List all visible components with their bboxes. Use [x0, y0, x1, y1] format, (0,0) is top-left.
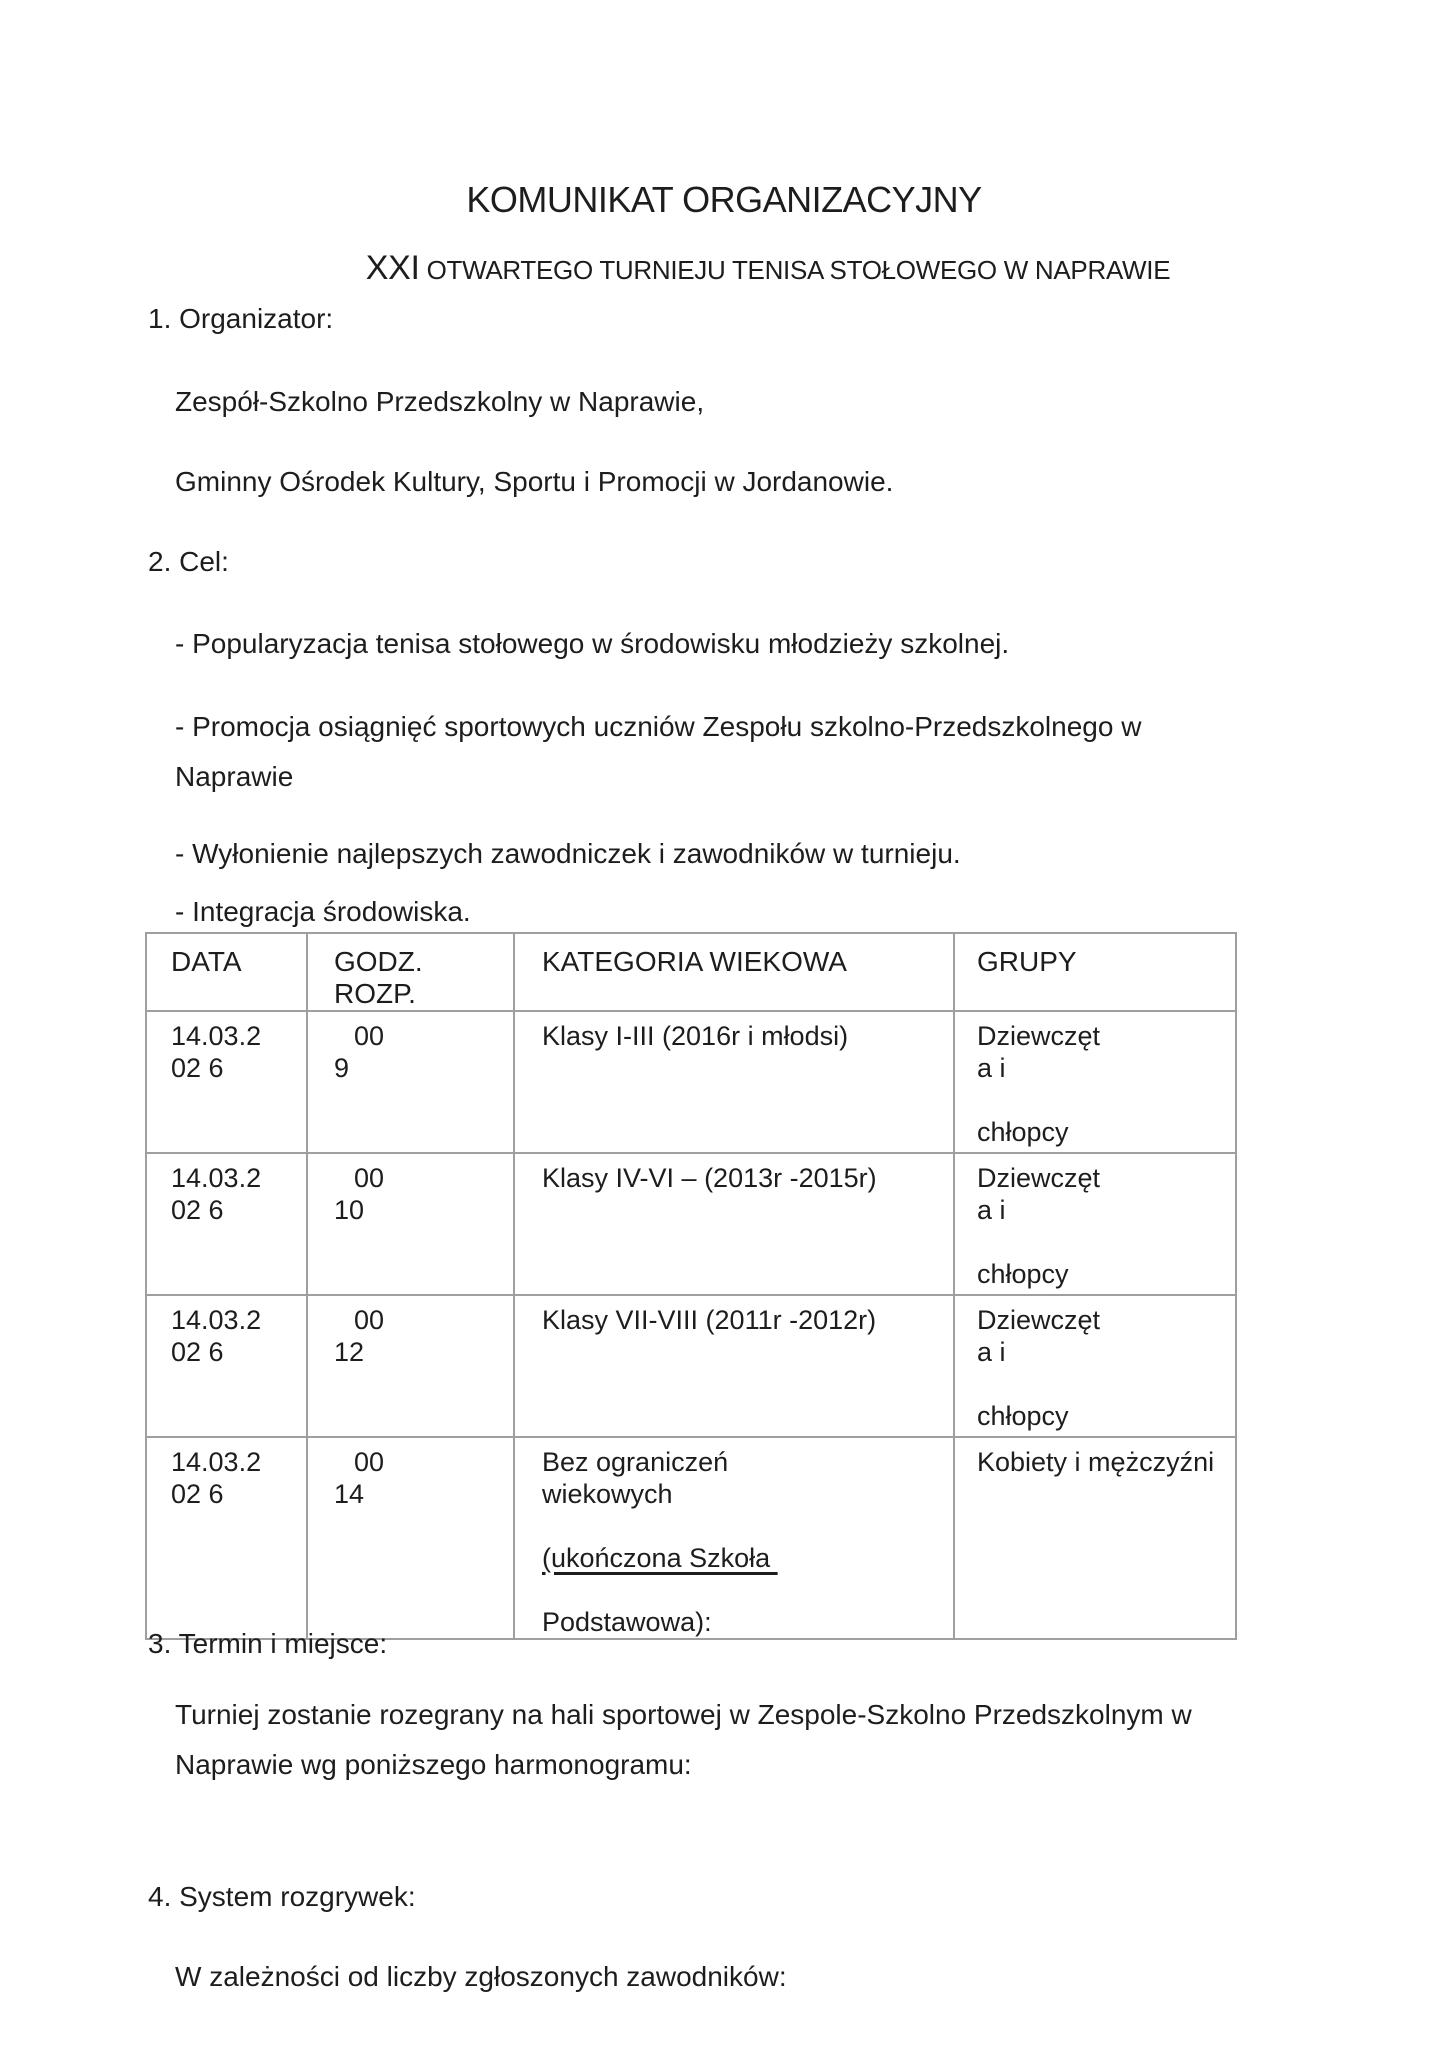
- section2-bullet3: - Wyłonienie najlepszych zawodniczek i zawodników w turnieju.: [175, 838, 961, 869]
- section2-bullet4: - Integracja środowiska.: [175, 896, 471, 927]
- date-line: 02 6: [171, 1053, 224, 1083]
- table-row: [146, 1437, 1236, 1639]
- date-line: 14.03.2: [171, 1447, 262, 1477]
- category-cell: [514, 1295, 954, 1437]
- section1-paragraph-organizer2: Gminny Ośrodek Kultury, Sportu i Promocji w Jordanowie.: [175, 466, 894, 497]
- date-line: 14.03.2: [171, 1163, 262, 1193]
- section1-heading: 1. Organizator:: [148, 303, 334, 334]
- time-line: 12: [334, 1337, 365, 1367]
- date-cell: [146, 1437, 307, 1639]
- date-cell: [146, 1153, 307, 1295]
- table-row: [146, 1011, 1236, 1153]
- groups-line: chłopcy: [977, 1401, 1069, 1431]
- time-cell: [307, 1153, 514, 1295]
- groups-line: Dziewczęt: [977, 1305, 1101, 1335]
- section2-heading: 2. Cel:: [148, 546, 229, 577]
- blank-line: [542, 1510, 949, 1542]
- category-line: Podstawowa):: [542, 1607, 712, 1637]
- groups-line: a i: [977, 1337, 1006, 1367]
- time-line: 14: [334, 1479, 365, 1509]
- groups-cell: [954, 1011, 1236, 1153]
- category-cell: [514, 1153, 954, 1295]
- category-text: Klasy IV-VI – (2013r -2015r): [542, 1163, 877, 1193]
- section3-paragraph-line2: Naprawie wg poniższego harmonogramu:: [175, 1749, 692, 1780]
- groups-text: Kobiety i mężczyźni: [977, 1447, 1215, 1477]
- category-line: Bez ograniczeń: [542, 1447, 729, 1477]
- schedule-table: [145, 932, 1237, 1640]
- section4-heading: 4. System rozgrywek:: [148, 1881, 416, 1912]
- blank-line: [542, 1574, 949, 1606]
- table-row: [146, 1153, 1236, 1295]
- groups-line: Dziewczęt: [977, 1163, 1101, 1193]
- section2-bullet2-line1: - Promocja osiągnięć sportowych uczniów Zespołu szkolno-Przedszkolnego w: [175, 711, 1142, 742]
- date-cell: [146, 1011, 307, 1153]
- date-line: 02 6: [171, 1195, 224, 1225]
- time-cell: [307, 1295, 514, 1437]
- category-cell: [514, 1011, 954, 1153]
- header-cell-date: DATA: [146, 933, 307, 1011]
- header-cell-time: GODZ. ROZP.: [307, 933, 514, 1011]
- time-line: 10: [334, 1195, 365, 1225]
- date-line: 14.03.2: [171, 1021, 262, 1051]
- time-line: 00: [354, 1447, 385, 1477]
- groups-line: Dziewczęt: [977, 1021, 1101, 1051]
- groups-cell: [954, 1153, 1236, 1295]
- table-header-row: [146, 933, 1236, 1011]
- blank-line: [977, 1084, 1231, 1116]
- table-row: [146, 1295, 1236, 1437]
- time-cell: [307, 1011, 514, 1153]
- date-line: 02 6: [171, 1337, 224, 1367]
- category-line: wiekowych: [542, 1479, 673, 1509]
- section4-paragraph-line1: W zależności od liczby zgłoszonych zawodników:: [175, 1961, 787, 1992]
- blank-line: [977, 1368, 1231, 1400]
- groups-line: chłopcy: [977, 1259, 1069, 1289]
- blank-line: [977, 1226, 1231, 1258]
- groups-line: a i: [977, 1195, 1006, 1225]
- category-text: Klasy VII-VIII (2011r -2012r): [542, 1305, 877, 1335]
- subtitle-text: OTWARTEGO TURNIEJU TENISA STOŁOWEGO W NAPRAWIE: [419, 255, 1171, 285]
- time-line: 00: [354, 1163, 385, 1193]
- groups-line: chłopcy: [977, 1117, 1069, 1147]
- groups-line: a i: [977, 1053, 1006, 1083]
- date-cell: [146, 1295, 307, 1437]
- category-text: Klasy I-III (2016r i młodsi): [542, 1021, 849, 1051]
- header-cell-groups: GRUPY: [954, 933, 1236, 1011]
- date-line: 02 6: [171, 1479, 224, 1509]
- section2-bullet2-line2: Naprawie: [175, 761, 294, 792]
- header-cell-category: KATEGORIA WIEKOWA: [514, 933, 954, 1011]
- time-line: 9: [334, 1053, 350, 1083]
- category-line-underlined: [542, 1542, 949, 1574]
- section2-bullet1: - Popularyzacja tenisa stołowego w środowisku młodzieży szkolnej.: [175, 628, 1010, 659]
- date-line: 14.03.2: [171, 1305, 262, 1335]
- time-line: 00: [354, 1305, 385, 1335]
- section3-paragraph-line1: Turniej zostanie rozegrany na hali sportowej w Zespole-Szkolno Przedszkolnym w: [175, 1699, 1192, 1730]
- underlined-text: (ukończona Szkoła: [542, 1543, 778, 1573]
- page-title: KOMUNIKAT ORGANIZACYJNY: [466, 179, 982, 220]
- groups-cell: [954, 1437, 1236, 1639]
- groups-cell: [954, 1295, 1236, 1437]
- category-cell: [514, 1437, 954, 1639]
- time-cell: [307, 1437, 514, 1639]
- section3-heading: 3. Termin i miejsce:: [148, 1628, 388, 1659]
- section1-paragraph-organizer1: Zespół-Szkolno Przedszkolny w Naprawie,: [175, 386, 705, 417]
- time-line: 00: [354, 1021, 385, 1051]
- page-subtitle: [0, 246, 1448, 292]
- subtitle-number: XXI: [365, 249, 420, 287]
